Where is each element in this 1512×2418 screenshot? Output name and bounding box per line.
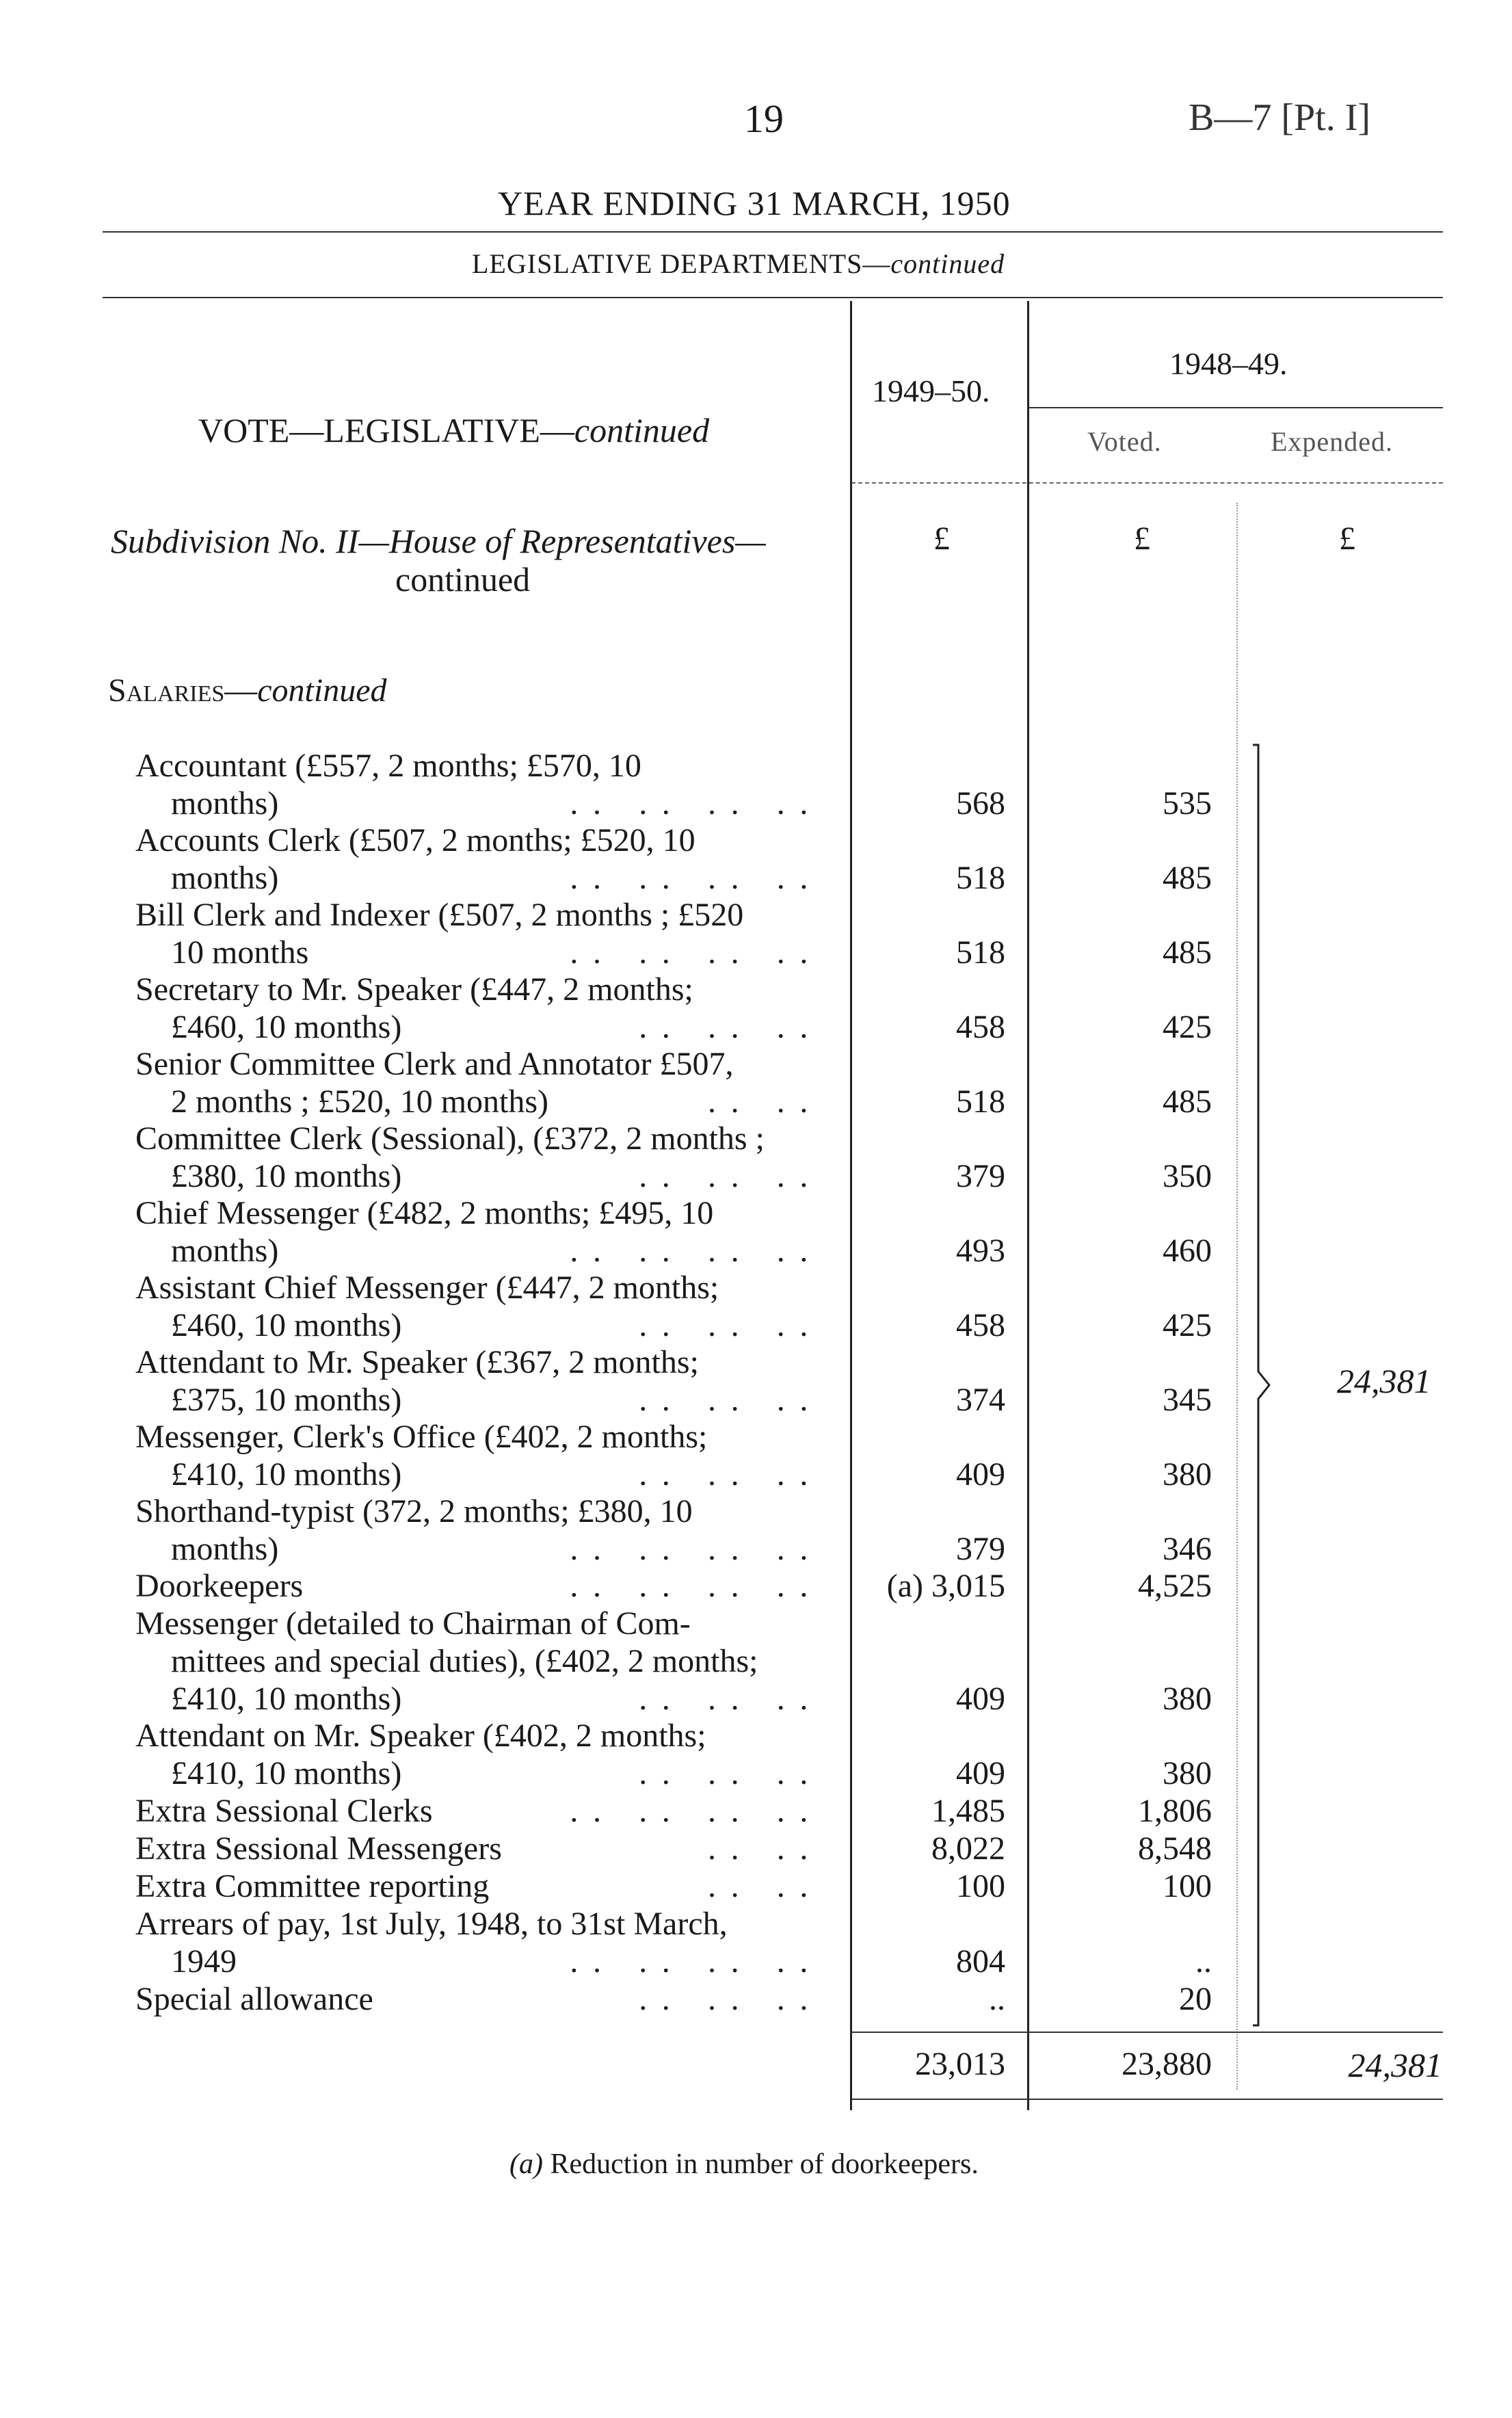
dot-leaders: .. .. ..	[639, 1681, 823, 1717]
row-description: Messenger (detailed to Chairman of Com-	[135, 1605, 691, 1642]
title-rule	[103, 231, 1443, 233]
dot-leaders: .. .. ..	[639, 1158, 823, 1194]
row-value-voted: 425	[1163, 1009, 1212, 1045]
department-label: LEGISLATIVE DEPARTMENTS—	[472, 248, 891, 279]
row-description-cont: months)	[171, 785, 279, 822]
section-continued: continued	[257, 672, 387, 709]
total-1949-50: 23,013	[915, 2046, 1005, 2082]
row-value-1949-50: 374	[956, 1382, 1005, 1418]
footnote-text: Reduction in number of doorkeepers.	[550, 2148, 979, 2180]
dot-leaders: .. .. .. ..	[570, 860, 823, 896]
table-row	[135, 1905, 823, 1980]
row-description: Doorkeepers	[135, 1568, 304, 1604]
dot-leaders: .. .. ..	[639, 1009, 823, 1045]
row-value-1949-50: 804	[956, 1943, 1005, 1980]
row-value-voted: ..	[1195, 1943, 1212, 1980]
row-value-1949-50: 379	[956, 1531, 1005, 1567]
row-description: Committee Clerk (Sessional), (£372, 2 months ;	[135, 1120, 765, 1157]
column-divider-right	[1236, 503, 1238, 2090]
column-header-1948-49: 1948–49.	[1169, 346, 1288, 381]
table-row	[135, 896, 823, 971]
row-description-cont: £460, 10 months)	[171, 1307, 402, 1343]
total-expended: 24,381	[1348, 2046, 1442, 2084]
row-value-1949-50: 409	[956, 1456, 1005, 1493]
row-description-cont: months)	[171, 1531, 279, 1567]
row-value-1949-50: 458	[956, 1009, 1005, 1045]
table-row	[135, 1194, 823, 1270]
row-description-cont: months)	[171, 860, 279, 896]
expended-subtotal: 24,381	[1337, 1362, 1431, 1400]
table-row	[135, 822, 823, 897]
row-value-voted: 8,548	[1138, 1830, 1212, 1867]
table-row	[135, 971, 823, 1046]
row-value-1949-50: 518	[956, 860, 1005, 896]
row-description-cont: £375, 10 months)	[171, 1382, 402, 1418]
table-row	[135, 1867, 823, 1905]
row-description-cont: 10 months	[171, 934, 309, 971]
row-value-voted: 380	[1163, 1755, 1212, 1791]
row-value-voted: 380	[1163, 1681, 1212, 1717]
row-value-voted: 100	[1163, 1868, 1212, 1904]
row-value-voted: 485	[1163, 1083, 1212, 1120]
row-description-cont: months)	[171, 1233, 279, 1269]
row-description-cont: £460, 10 months)	[171, 1009, 402, 1045]
table-row	[135, 1493, 823, 1568]
column-divider-left	[850, 301, 852, 2110]
subdivision-continued: continued	[395, 560, 531, 599]
row-description: Arrears of pay, 1st July, 1948, to 31st March,	[135, 1906, 728, 1942]
table-row	[135, 1120, 823, 1195]
dot-leaders: .. .. .. ..	[570, 1233, 823, 1269]
row-value-voted: 485	[1163, 934, 1212, 971]
table-row	[135, 1830, 823, 1867]
row-description: Senior Committee Clerk and Annotator £507,	[135, 1046, 734, 1082]
dot-leaders: .. .. .. ..	[570, 934, 823, 971]
row-value-voted: 345	[1163, 1382, 1212, 1418]
table-row	[135, 1605, 823, 1718]
row-value-voted: 425	[1163, 1307, 1212, 1343]
row-description: Shorthand-typist (372, 2 months; £380, 10	[135, 1493, 693, 1529]
table-row	[135, 1717, 823, 1792]
dot-leaders: .. .. ..	[639, 1981, 823, 2017]
row-description: Extra Sessional Messengers	[135, 1830, 502, 1867]
row-description: Accounts Clerk (£507, 2 months; £520, 10	[135, 822, 695, 858]
row-description-cont: 2 months ; £520, 10 months)	[171, 1083, 549, 1120]
dot-leaders: .. .. ..	[639, 1307, 823, 1343]
row-value-1949-50: 493	[956, 1233, 1005, 1269]
row-value-1949-50: 458	[956, 1307, 1005, 1343]
department-continued: continued	[890, 248, 1005, 279]
dot-leaders: .. ..	[708, 1830, 823, 1867]
dot-leaders: .. .. .. ..	[570, 1793, 823, 1829]
header-rule	[103, 297, 1443, 298]
vote-continued: continued	[574, 411, 710, 449]
row-description: Extra Sessional Clerks	[135, 1793, 433, 1829]
table-row	[135, 1418, 823, 1493]
section-heading	[108, 672, 387, 709]
footnote-mark: (a)	[509, 2148, 543, 2180]
row-description: Attendant to Mr. Speaker (£367, 2 months;	[135, 1344, 699, 1380]
row-description: Attendant on Mr. Speaker (£402, 2 months;	[135, 1718, 706, 1754]
row-value-1949-50: 379	[956, 1158, 1005, 1194]
dot-leaders: .. .. .. ..	[570, 785, 823, 822]
row-description: Assistant Chief Messenger (£447, 2 months;	[135, 1270, 719, 1306]
row-description: Secretary to Mr. Speaker (£447, 2 months;	[135, 971, 693, 1008]
dot-leaders: .. .. .. ..	[570, 1531, 823, 1567]
row-value-1949-50: 1,485	[931, 1793, 1005, 1829]
document-reference: B—7 [Pt. I]	[1189, 96, 1370, 139]
column-divider-middle	[1027, 301, 1029, 2110]
row-value-1949-50: 100	[956, 1868, 1005, 1904]
row-value-1949-50: 409	[956, 1755, 1005, 1791]
row-description: Extra Committee reporting	[135, 1868, 490, 1904]
row-value-1949-50: 518	[956, 934, 1005, 971]
vote-label: VOTE—LEGISLATIVE—	[198, 411, 574, 449]
row-description: Special allowance	[135, 1981, 373, 2017]
row-value-voted: 346	[1163, 1531, 1212, 1567]
brace-icon	[1246, 742, 1287, 2028]
row-value-voted: 535	[1163, 785, 1212, 822]
dot-leaders: .. .. ..	[639, 1755, 823, 1791]
row-description-cont: £410, 10 months)	[171, 1681, 402, 1717]
column-header-rule	[851, 482, 1443, 484]
row-value-voted: 485	[1163, 860, 1212, 896]
table-row	[135, 747, 823, 822]
row-value-voted: 4,525	[1138, 1568, 1212, 1604]
row-description-cont: £410, 10 months)	[171, 1456, 402, 1493]
page-number: 19	[744, 96, 784, 141]
row-description-cont: mittees and special duties), (£402, 2 months;	[171, 1643, 758, 1679]
row-value-1949-50: ..	[989, 1981, 1005, 2017]
department-heading	[472, 248, 1005, 280]
section-label: Salaries—	[108, 672, 258, 709]
dot-leaders: .. .. .. ..	[570, 1568, 823, 1604]
row-value-1949-50: (a) 3,015	[886, 1568, 1005, 1604]
dot-leaders: .. ..	[708, 1868, 823, 1904]
dot-leaders: .. .. .. ..	[570, 1943, 823, 1980]
column-header-expended: Expended.	[1271, 426, 1393, 457]
row-value-voted: 350	[1163, 1158, 1212, 1194]
row-value-voted: 460	[1163, 1233, 1212, 1269]
subheader-rule	[1029, 407, 1443, 408]
table-row	[135, 1792, 823, 1830]
row-description-cont: £380, 10 months)	[171, 1158, 402, 1194]
row-description: Messenger, Clerk's Office (£402, 2 months;	[135, 1419, 708, 1455]
row-value-1949-50: 8,022	[931, 1830, 1005, 1867]
row-value-1949-50: 518	[956, 1083, 1005, 1120]
total-voted: 23,880	[1122, 2046, 1212, 2082]
row-value-voted: 20	[1179, 1981, 1212, 2017]
dot-leaders: .. .. ..	[639, 1382, 823, 1418]
totals-bottom-rule	[851, 2099, 1443, 2100]
table-row	[135, 1567, 823, 1605]
totals-top-rule	[851, 2032, 1443, 2033]
column-header-voted: Voted.	[1087, 426, 1162, 457]
row-value-1949-50: 409	[956, 1681, 1005, 1717]
row-value-voted: 380	[1163, 1456, 1212, 1493]
table-row	[135, 1980, 823, 2018]
row-description-cont: 1949	[171, 1943, 237, 1980]
footnote	[509, 2148, 979, 2181]
vote-heading	[198, 410, 709, 450]
table-row	[135, 1269, 823, 1344]
subdivision-heading: Subdivision No. II—House of Representatives—	[111, 522, 766, 560]
table-row	[135, 1343, 823, 1419]
column-header-1949-50: 1949–50.	[872, 373, 990, 408]
unit-expended: £	[1339, 521, 1355, 557]
dot-leaders: .. .. ..	[639, 1456, 823, 1493]
table-row	[135, 1045, 823, 1120]
row-description: Chief Messenger (£482, 2 months; £495, 10	[135, 1195, 714, 1231]
unit-1949-50: £	[933, 521, 950, 557]
dot-leaders: .. ..	[708, 1083, 823, 1120]
row-description: Accountant (£557, 2 months; £570, 10	[135, 748, 641, 784]
unit-voted: £	[1134, 521, 1150, 557]
page-title: YEAR ENDING 31 MARCH, 1950	[498, 184, 1011, 222]
row-description-cont: £410, 10 months)	[171, 1755, 402, 1791]
row-description: Bill Clerk and Indexer (£507, 2 months ; £520	[135, 897, 744, 933]
row-value-1949-50: 568	[956, 785, 1005, 822]
row-value-voted: 1,806	[1138, 1793, 1212, 1829]
